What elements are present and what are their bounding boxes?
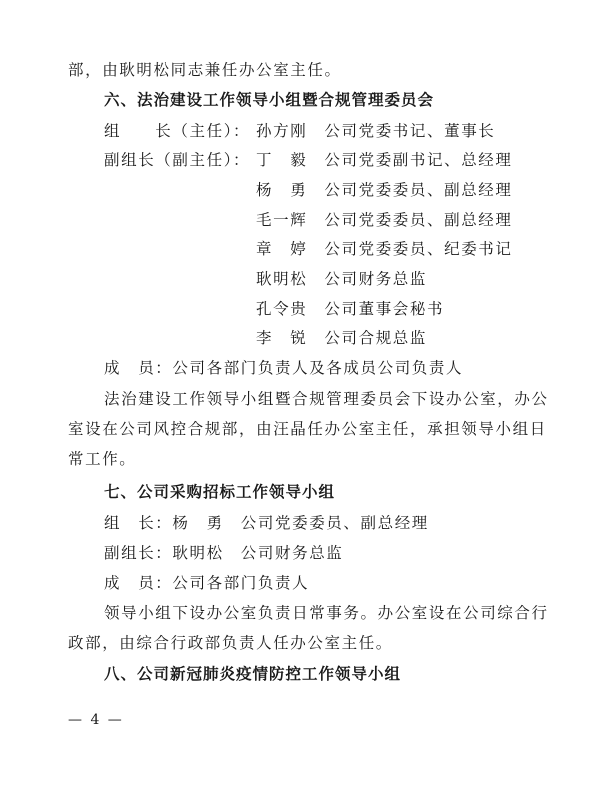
leader-line: 组 长：杨 勇 公司党委委员、副总经理 <box>104 514 429 532</box>
deputy-label: 副组长（副主任）： <box>104 151 251 169</box>
paragraph-line: 领导小组下设办公室负责日常事务。办公室设在公司综合行 <box>104 604 549 622</box>
text-line: 部，由耿明松同志兼任办公室主任。 <box>68 61 342 79</box>
paragraph-line: 室设在公司风控合规部，由汪晶任办公室主任，承担领导小组日 <box>68 420 547 438</box>
section-heading-6: 六、法治建设工作领导小组暨合规管理委员会 <box>104 91 435 109</box>
paragraph-line: 法治建设工作领导小组暨合规管理委员会下设办公室，办公 <box>104 390 549 408</box>
deputy-entry: 毛一辉 公司党委委员、副总经理 <box>256 211 513 229</box>
deputy-entry: 杨 勇 公司党委委员、副总经理 <box>256 181 513 199</box>
leader-entry: 孙方刚 公司党委书记、董事长 <box>256 122 496 140</box>
deputy-line: 副组长：耿明松 公司财务总监 <box>104 544 344 562</box>
members-line: 成 员：公司各部门负责人及各成员公司负责人 <box>104 359 464 377</box>
section-heading-7: 七、公司采购招标工作领导小组 <box>104 483 336 501</box>
deputy-entry: 丁 毅 公司党委副书记、总经理 <box>256 151 513 169</box>
deputy-entry: 章 婷 公司党委委员、纪委书记 <box>256 240 513 258</box>
section-heading-8: 八、公司新冠肺炎疫情防控工作领导小组 <box>104 665 402 683</box>
leader-label: 组 长（主任）： <box>104 122 251 140</box>
page-number: — 4 — <box>68 712 124 728</box>
deputy-entry: 耿明松 公司财务总监 <box>256 270 428 288</box>
deputy-entry: 李 锐 公司合规总监 <box>256 329 428 347</box>
paragraph-line: 政部，由综合行政部负责人任办公室主任。 <box>68 634 393 652</box>
paragraph-line: 常工作。 <box>68 450 137 468</box>
members-line: 成 员：公司各部门负责人 <box>104 574 310 592</box>
deputy-entry: 孔令贵 公司董事会秘书 <box>256 300 445 318</box>
